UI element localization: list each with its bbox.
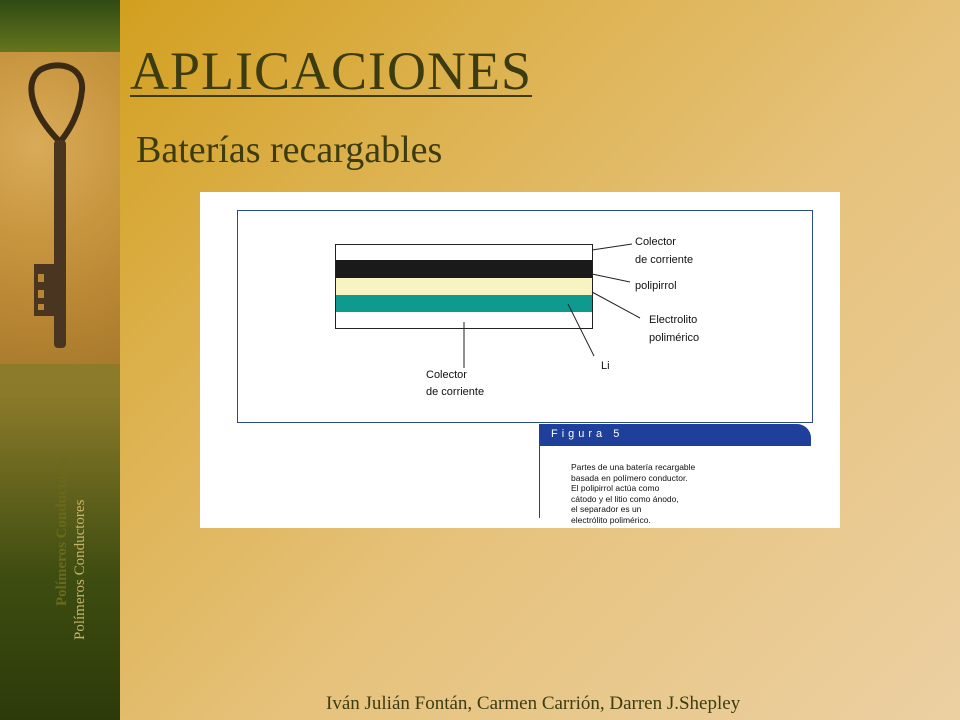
figure-caption-title: Figura 5	[551, 428, 624, 440]
label-polypyrrole: polipirrol	[635, 280, 677, 292]
slide-footer-authors: Iván Julián Fontán, Carmen Carrión, Darren J.Shepley	[326, 693, 741, 714]
label-collector-top-1: Colector	[635, 236, 676, 248]
slide-subtitle: Baterías recargables	[136, 129, 443, 171]
label-collector-bottom-2: de corriente	[426, 386, 485, 398]
side-label-light: Polímeros Conductores	[72, 499, 88, 640]
label-electrolyte-1: Electrolito	[649, 314, 698, 326]
figure-caption-bar	[539, 424, 811, 446]
side-label-dark: Polímeros Conductores	[54, 456, 70, 606]
key-photo	[0, 52, 120, 364]
label-electrolyte-2: polimérico	[649, 332, 700, 344]
figure-caption-text: Partes de una batería recargable basada en polímero conductor. El polipirrol actúa como cátodo y el litio como ánodo, el separador es un electrólito polimérico.	[571, 462, 696, 525]
caption-divider	[539, 446, 540, 518]
slide-title: APLICACIONES	[130, 41, 533, 101]
label-collector-top-2: de corriente	[635, 254, 694, 266]
label-lithium: Li	[601, 360, 610, 372]
battery-figure	[200, 192, 840, 528]
label-collector-bottom-1: Colector	[426, 369, 467, 381]
key-icon	[0, 52, 120, 364]
